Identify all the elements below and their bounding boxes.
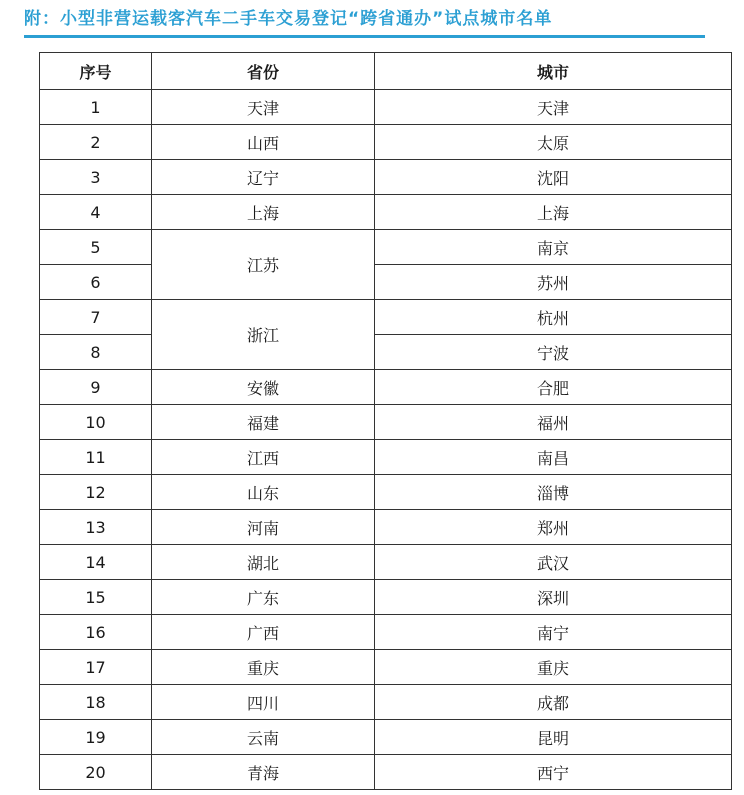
cell-province: 福建 <box>152 405 375 440</box>
cell-no: 9 <box>40 370 152 405</box>
table-row <box>40 720 732 755</box>
cell-no: 19 <box>40 720 152 755</box>
cell-city: 深圳 <box>375 580 732 615</box>
cell-province: 湖北 <box>152 545 375 580</box>
table-row <box>40 755 732 790</box>
cell-province: 青海 <box>152 755 375 790</box>
cell-no: 8 <box>40 335 152 370</box>
cell-city: 上海 <box>375 195 732 230</box>
cell-no: 10 <box>40 405 152 440</box>
title-divider <box>24 35 705 38</box>
table-row <box>40 475 732 510</box>
cell-no: 13 <box>40 510 152 545</box>
cell-no: 11 <box>40 440 152 475</box>
column-header-province: 省份 <box>152 53 375 90</box>
table-row <box>40 125 732 160</box>
cell-province: 四川 <box>152 685 375 720</box>
cell-no: 6 <box>40 265 152 300</box>
table-row <box>40 650 732 685</box>
cell-no: 14 <box>40 545 152 580</box>
table-row <box>40 230 732 265</box>
table-row <box>40 440 732 475</box>
cell-city: 天津 <box>375 90 732 125</box>
cell-province: 江西 <box>152 440 375 475</box>
cell-province: 云南 <box>152 720 375 755</box>
cell-city: 南昌 <box>375 440 732 475</box>
cell-no: 15 <box>40 580 152 615</box>
cell-no: 3 <box>40 160 152 195</box>
table-row <box>40 405 732 440</box>
column-header-no: 序号 <box>40 53 152 90</box>
cell-city: 成都 <box>375 685 732 720</box>
cell-province: 河南 <box>152 510 375 545</box>
cell-no: 7 <box>40 300 152 335</box>
table-row <box>40 615 732 650</box>
column-header-city: 城市 <box>375 53 732 90</box>
table-row <box>40 195 732 230</box>
table-row <box>40 580 732 615</box>
cell-province: 重庆 <box>152 650 375 685</box>
cell-province: 辽宁 <box>152 160 375 195</box>
table-row <box>40 335 732 370</box>
table-row <box>40 370 732 405</box>
cell-no: 1 <box>40 90 152 125</box>
cell-no: 16 <box>40 615 152 650</box>
cell-city: 杭州 <box>375 300 732 335</box>
cell-city: 福州 <box>375 405 732 440</box>
cell-no: 18 <box>40 685 152 720</box>
cell-province: 广西 <box>152 615 375 650</box>
cell-city: 宁波 <box>375 335 732 370</box>
table-body <box>40 90 732 790</box>
cell-province: 江苏 <box>152 230 375 300</box>
cell-province: 山东 <box>152 475 375 510</box>
cell-no: 20 <box>40 755 152 790</box>
pilot-cities-table <box>39 52 732 790</box>
cell-province: 浙江 <box>152 300 375 370</box>
cell-city: 郑州 <box>375 510 732 545</box>
cell-city: 重庆 <box>375 650 732 685</box>
cell-no: 5 <box>40 230 152 265</box>
cell-city: 武汉 <box>375 545 732 580</box>
cell-province: 上海 <box>152 195 375 230</box>
page-title: 附：小型非营运载客汽车二手车交易登记“跨省通办”试点城市名单 <box>24 9 553 29</box>
cell-province: 安徽 <box>152 370 375 405</box>
cell-city: 沈阳 <box>375 160 732 195</box>
cell-no: 4 <box>40 195 152 230</box>
cell-province: 山西 <box>152 125 375 160</box>
cell-city: 苏州 <box>375 265 732 300</box>
cell-city: 南京 <box>375 230 732 265</box>
cell-city: 淄博 <box>375 475 732 510</box>
cell-city: 昆明 <box>375 720 732 755</box>
cell-city: 太原 <box>375 125 732 160</box>
cell-city: 合肥 <box>375 370 732 405</box>
table-row <box>40 685 732 720</box>
table-row <box>40 510 732 545</box>
table-header-row <box>40 53 732 90</box>
cell-no: 17 <box>40 650 152 685</box>
cell-province: 天津 <box>152 90 375 125</box>
cell-city: 南宁 <box>375 615 732 650</box>
table-row <box>40 265 732 300</box>
cell-no: 2 <box>40 125 152 160</box>
cell-city: 西宁 <box>375 755 732 790</box>
table-row <box>40 90 732 125</box>
cell-province: 广东 <box>152 580 375 615</box>
cell-no: 12 <box>40 475 152 510</box>
table-row <box>40 545 732 580</box>
table-row <box>40 300 732 335</box>
table-row <box>40 160 732 195</box>
